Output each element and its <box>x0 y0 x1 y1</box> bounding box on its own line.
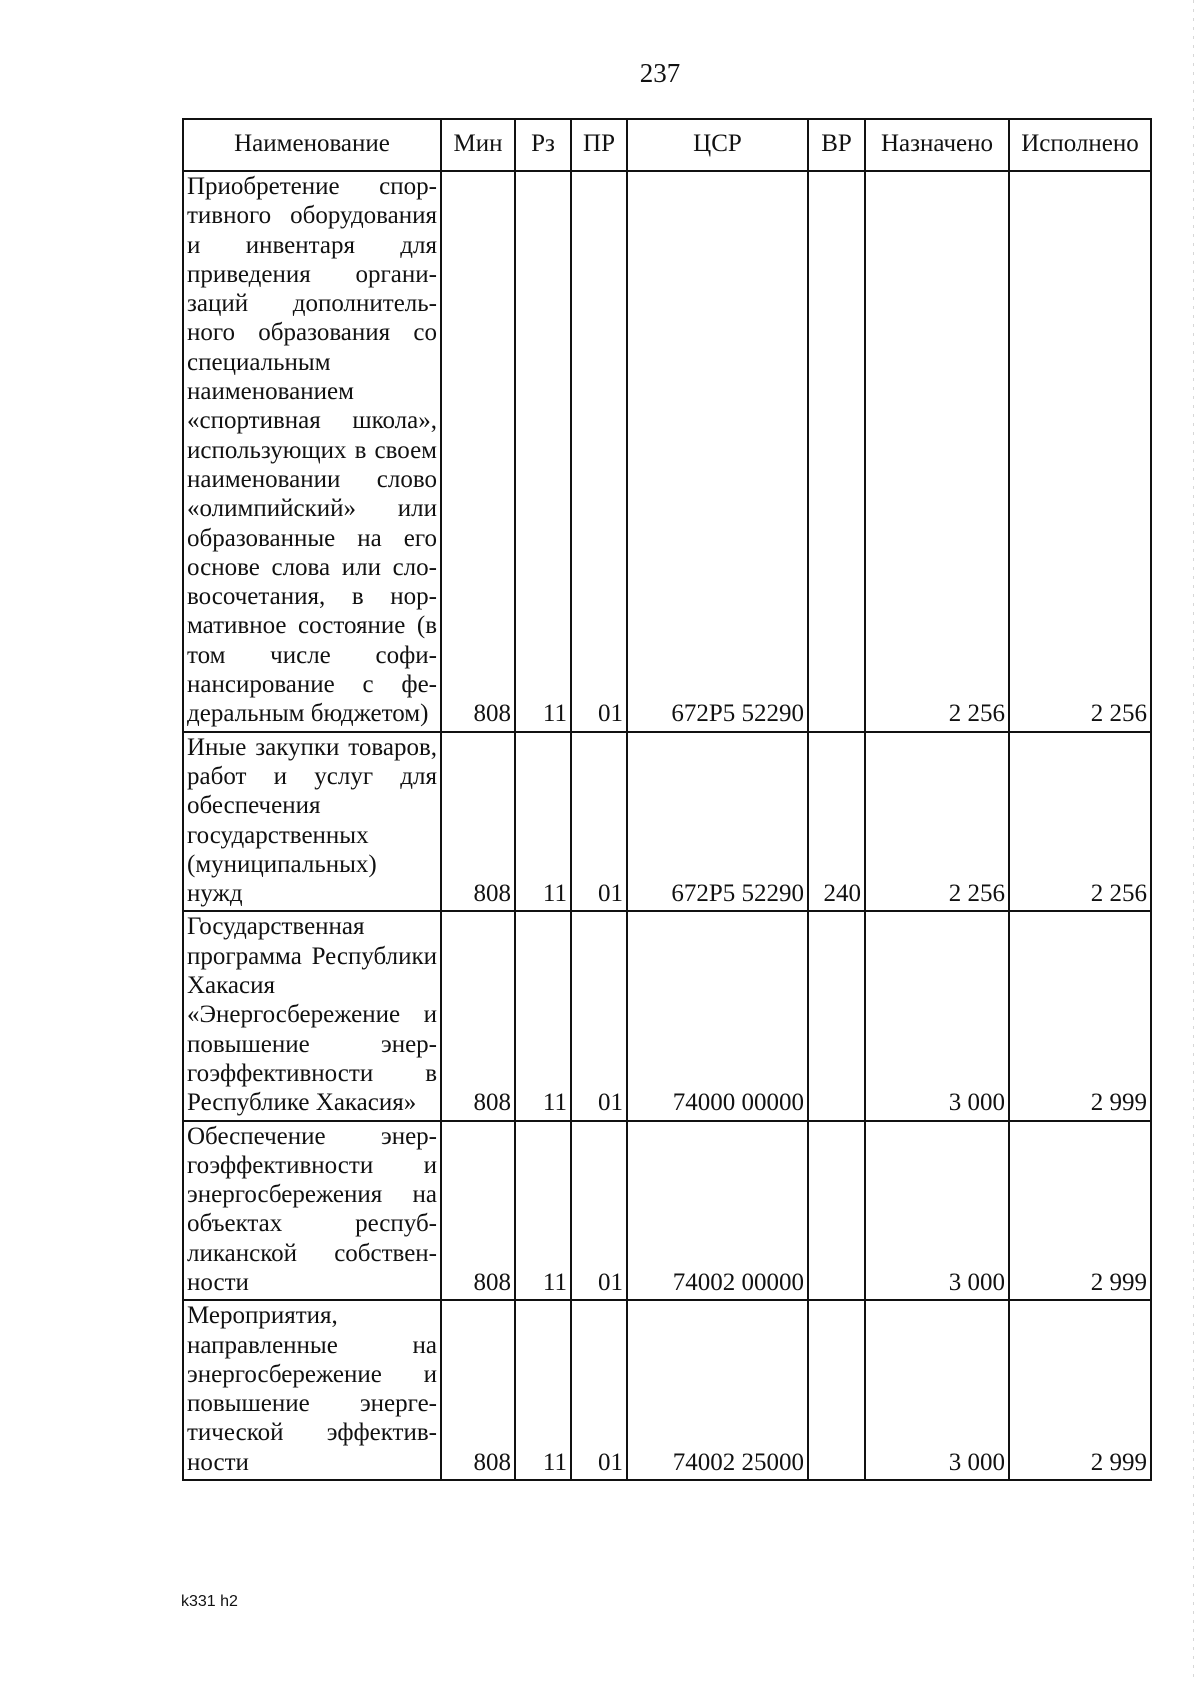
page-number: 237 <box>639 58 681 88</box>
row-min: 808 <box>441 911 515 1120</box>
row-csr: 74000 00000 <box>627 911 808 1120</box>
header-min: Мин <box>441 119 515 171</box>
row-pr: 01 <box>571 171 627 732</box>
header-rz: Рз <box>515 119 571 171</box>
row-pr: 01 <box>571 911 627 1120</box>
header-assigned: Назначено <box>865 119 1009 171</box>
row-vr <box>808 1300 865 1480</box>
row-min: 808 <box>441 171 515 732</box>
row-rz: 11 <box>515 911 571 1120</box>
row-rz: 11 <box>515 732 571 912</box>
row-assigned: 2 256 <box>865 732 1009 912</box>
table-body <box>183 171 1151 1480</box>
table-row <box>183 911 1151 1120</box>
table-row <box>183 171 1151 732</box>
row-name: Мероприятия, направленные на энергосбережение и повышение энергетической эффективности <box>183 1300 441 1480</box>
row-executed: 2 256 <box>1009 171 1151 732</box>
table-row <box>183 1300 1151 1480</box>
table-row <box>183 1121 1151 1301</box>
row-name: Приобретение спортивного оборудования и инвентаря для приведения организаций дополнительного образования со специальным наименованием «спортивная школа», использующих в своем наименовании слово «олимпийский» или образованные на его основе слова или словосочетания, в нормативное состояние (в том числе софинансирование с федеральным бюджетом) <box>183 171 441 732</box>
row-csr: 74002 25000 <box>627 1300 808 1480</box>
row-assigned: 3 000 <box>865 911 1009 1120</box>
row-assigned: 2 256 <box>865 171 1009 732</box>
row-executed: 2 999 <box>1009 1300 1151 1480</box>
header-row <box>183 119 1151 171</box>
scan-edge <box>1193 0 1194 1681</box>
table-row <box>183 732 1151 912</box>
header-csr: ЦСР <box>627 119 808 171</box>
row-csr: 74002 00000 <box>627 1121 808 1301</box>
row-executed: 2 256 <box>1009 732 1151 912</box>
row-csr: 672Р5 52290 <box>627 171 808 732</box>
row-vr <box>808 911 865 1120</box>
row-executed: 2 999 <box>1009 911 1151 1120</box>
header-pr: ПР <box>571 119 627 171</box>
row-assigned: 3 000 <box>865 1300 1009 1480</box>
row-vr <box>808 1121 865 1301</box>
row-pr: 01 <box>571 732 627 912</box>
footer-code: k331 h2 <box>181 1593 238 1610</box>
budget-table <box>182 118 1152 1481</box>
row-rz: 11 <box>515 1121 571 1301</box>
header-name: Наименование <box>183 119 441 171</box>
row-min: 808 <box>441 1121 515 1301</box>
row-pr: 01 <box>571 1121 627 1301</box>
header-executed: Исполнено <box>1009 119 1151 171</box>
row-csr: 672Р5 52290 <box>627 732 808 912</box>
row-name: Государственная программа Республики Хакасия «Энергосбережение и повышение энергоэффективности в Республике Хакасия» <box>183 911 441 1120</box>
row-name: Иные закупки товаров, работ и услуг для обеспечения государственных (муниципальных) нужд <box>183 732 441 912</box>
row-min: 808 <box>441 732 515 912</box>
row-rz: 11 <box>515 1300 571 1480</box>
row-assigned: 3 000 <box>865 1121 1009 1301</box>
row-vr <box>808 171 865 732</box>
header-vr: ВР <box>808 119 865 171</box>
row-min: 808 <box>441 1300 515 1480</box>
row-vr: 240 <box>808 732 865 912</box>
table-header <box>183 119 1151 171</box>
row-rz: 11 <box>515 171 571 732</box>
row-name: Обеспечение энергоэффективности и энергосбережения на объектах республиканской собственности <box>183 1121 441 1301</box>
row-executed: 2 999 <box>1009 1121 1151 1301</box>
row-pr: 01 <box>571 1300 627 1480</box>
